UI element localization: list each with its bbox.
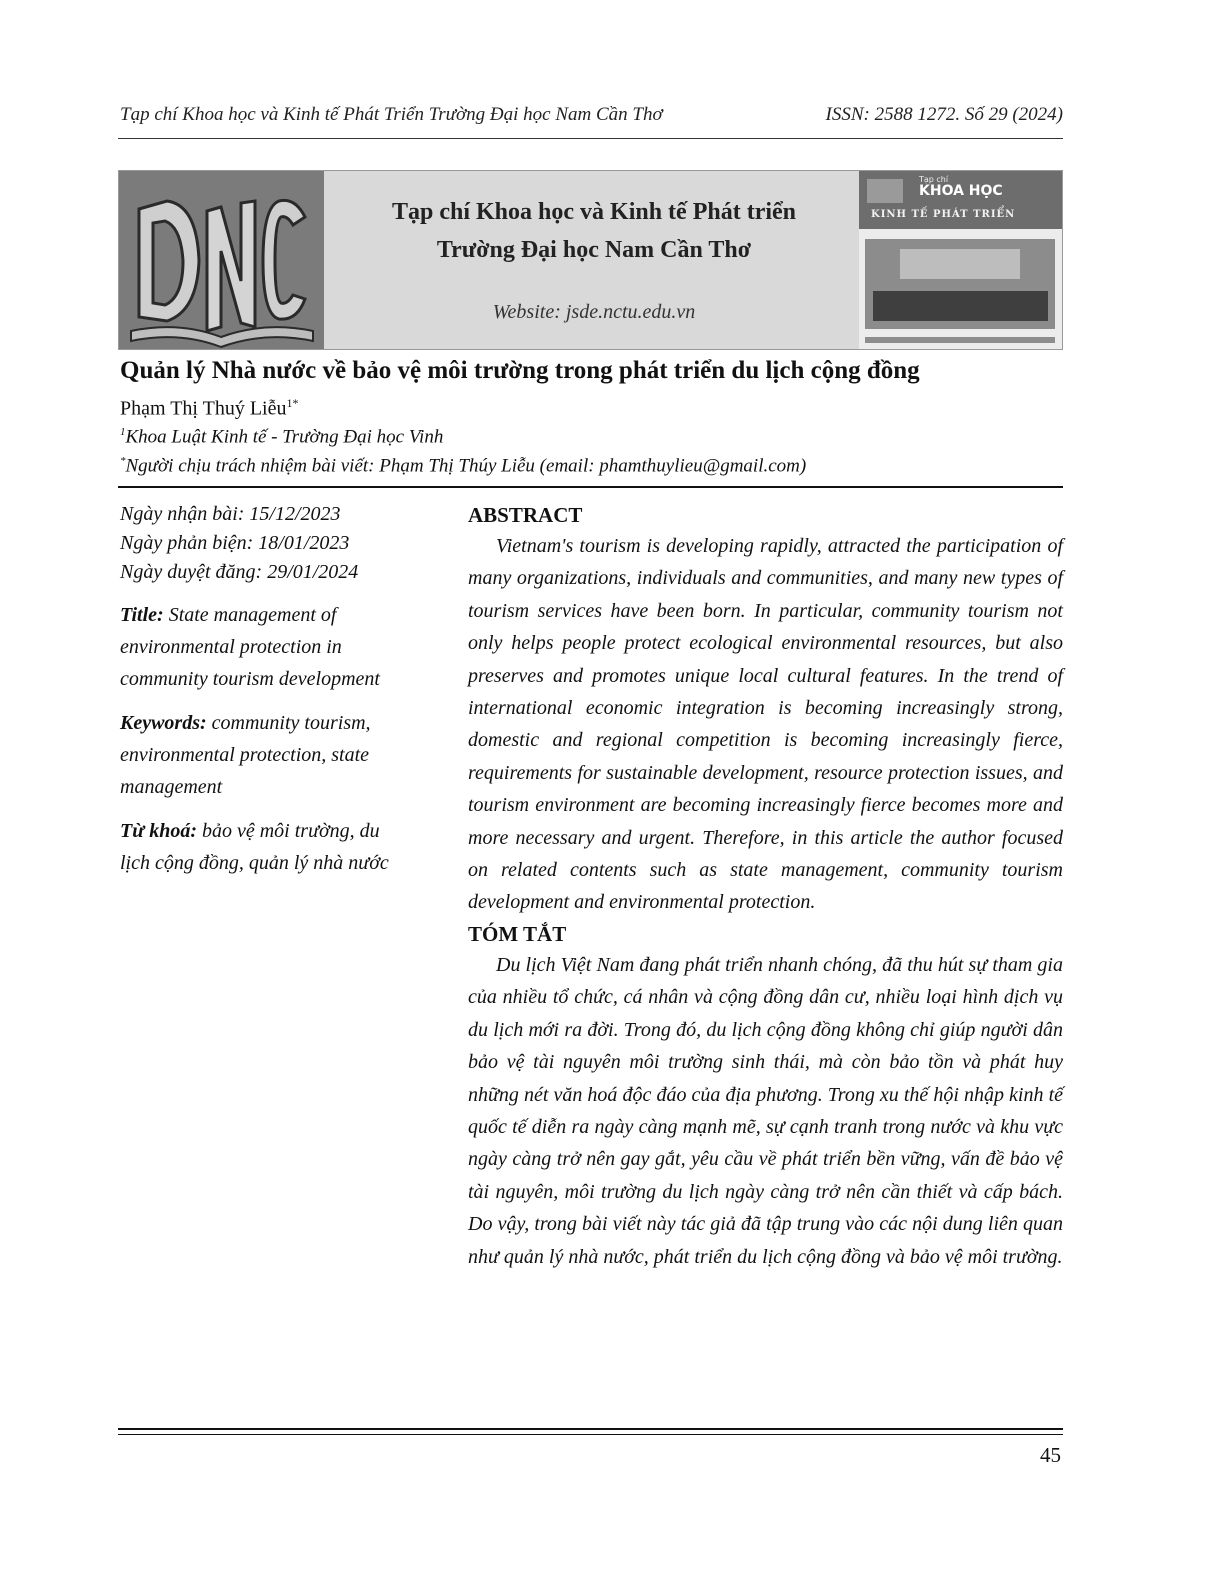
banner-title (334, 193, 854, 269)
banner-title-line2: Trường Đại học Nam Cần Thơ (436, 237, 752, 263)
received-date: Ngày nhận bài: 15/12/2023 (120, 503, 341, 525)
accepted-date: Ngày duyệt đăng: 29/01/2024 (120, 561, 359, 583)
affiliation-text: Khoa Luật Kinh tế - Trường Đại học Vinh (125, 426, 444, 448)
article-info-column (120, 500, 410, 879)
cover-photo-stage (900, 249, 1020, 279)
keywords-value: community tourism, environmental protection, state management (120, 712, 371, 798)
reviewed-date: Ngày phản biện: 18/01/2023 (120, 532, 350, 554)
english-title-block (120, 599, 410, 695)
running-header-issn: ISSN: 2588 1272. Số 29 (2024) (825, 104, 1063, 125)
banner-website[interactable]: Website: jsde.nctu.edu.vn (492, 301, 696, 323)
abstract-heading: ABSTRACT (468, 503, 583, 527)
dnc-logo-icon (119, 171, 324, 349)
cover-photo-people (873, 291, 1048, 321)
tukhoa-label: Từ khoá: (120, 820, 197, 842)
tukhoa-value: bảo vệ môi trường, du lịch cộng đồng, quản lý nhà nước (120, 820, 389, 874)
affiliation-line (120, 426, 443, 448)
cover-name: KHOA HỌC (919, 183, 1003, 199)
author-line (120, 396, 298, 421)
page-number: 45 (1040, 1443, 1061, 1467)
cover-header (859, 171, 1062, 229)
article-title: Quản lý Nhà nước về bảo vệ môi trường trong phát triển du lịch cộng đồng (120, 357, 920, 384)
banner-title-line1: Tạp chí Khoa học và Kinh tế Phát triển (391, 199, 797, 225)
corresponding-superscript: * (120, 455, 126, 467)
cover-logo-icon (867, 179, 903, 203)
author-name: Phạm Thị Thuý Liễu (120, 397, 287, 420)
english-title-label: Title: (120, 604, 164, 626)
cover-small-label: Tạp chí (919, 175, 949, 184)
abstract-text: Vietnam's tourism is developing rapidly, attracted the participation of many organizations, individuals and communities, and many new types of tourism services have been born. In particular, community tourism not only helps people protect ecological environmental resources, but also preserves and promotes unique local cultural features. In the trend of international economic integration is becoming increasingly strong, domestic and regional competition is becoming increasingly fierce, requirements for sustainable development, resource protection issues, and tourism environment are becoming increasingly fierce becomes more and more necessary and urgent. Therefore, in this article the author focused on related contents such as state management, community tourism development and environmental protection. (468, 535, 1063, 914)
abstract-column (468, 500, 1063, 1273)
section-rule (118, 486, 1063, 488)
english-title-value: State management of environmental protection in community tourism development (120, 604, 380, 690)
keywords-block (120, 707, 410, 803)
corresponding-text: Người chịu trách nhiệm bài viết: Phạm Thị Thúy Liễu (email: phamthuylieu@gmail.com) (125, 455, 807, 477)
running-header-journal: Tạp chí Khoa học và Kinh tế Phát Triển Trường Đại học Nam Cần Thơ (120, 104, 663, 125)
journal-cover-image (859, 171, 1062, 349)
dnc-logo (119, 171, 324, 349)
cover-subtitle: KINH TẾ PHÁT TRIỂN (871, 209, 1016, 220)
keywords-label: Keywords: (120, 712, 207, 734)
journal-banner (118, 170, 1063, 350)
tukhoa-block (120, 815, 410, 879)
corresponding-author-line (120, 455, 806, 477)
affiliation-superscript: 1 (120, 426, 126, 438)
footer-rule-thin (118, 1434, 1063, 1435)
author-superscript: 1* (286, 396, 299, 410)
footer-rule-thick (118, 1428, 1063, 1430)
running-header (120, 104, 1063, 126)
tomtat-heading: TÓM TẮT (468, 921, 567, 946)
tomtat-text: Du lịch Việt Nam đang phát triển nhanh chóng, đã thu hút sự tham gia của nhiều tổ chức, cá nhân và cộng đồng dân cư, nhiều loại hình dịch vụ du lịch mới ra đời. Trong đó, du lịch cộng đồng không chỉ giúp người dân bảo vệ tài nguyên môi trường sinh thái, mà còn bảo tồn và phát huy những nét văn hoá độc đáo của địa phương. Trong xu thế hội nhập kinh tế quốc tế diễn ra ngày càng mạnh mẽ, sự cạnh tranh trong nước và khu vực ngày càng trở nên gay gắt, yêu cầu về phát triển bền vững, vấn đề bảo vệ tài nguyên, môi trường du lịch ngày càng trở nên cần thiết và cấp bách. Do vậy, trong bài viết này tác giả đã tập trung vào các nội dung liên quan như quản lý nhà nước, phát triển du lịch cộng đồng và bảo vệ môi trường. (468, 953, 1063, 1268)
header-rule (118, 138, 1063, 139)
cover-footer-bar (865, 337, 1055, 343)
cover-photo (865, 239, 1055, 329)
